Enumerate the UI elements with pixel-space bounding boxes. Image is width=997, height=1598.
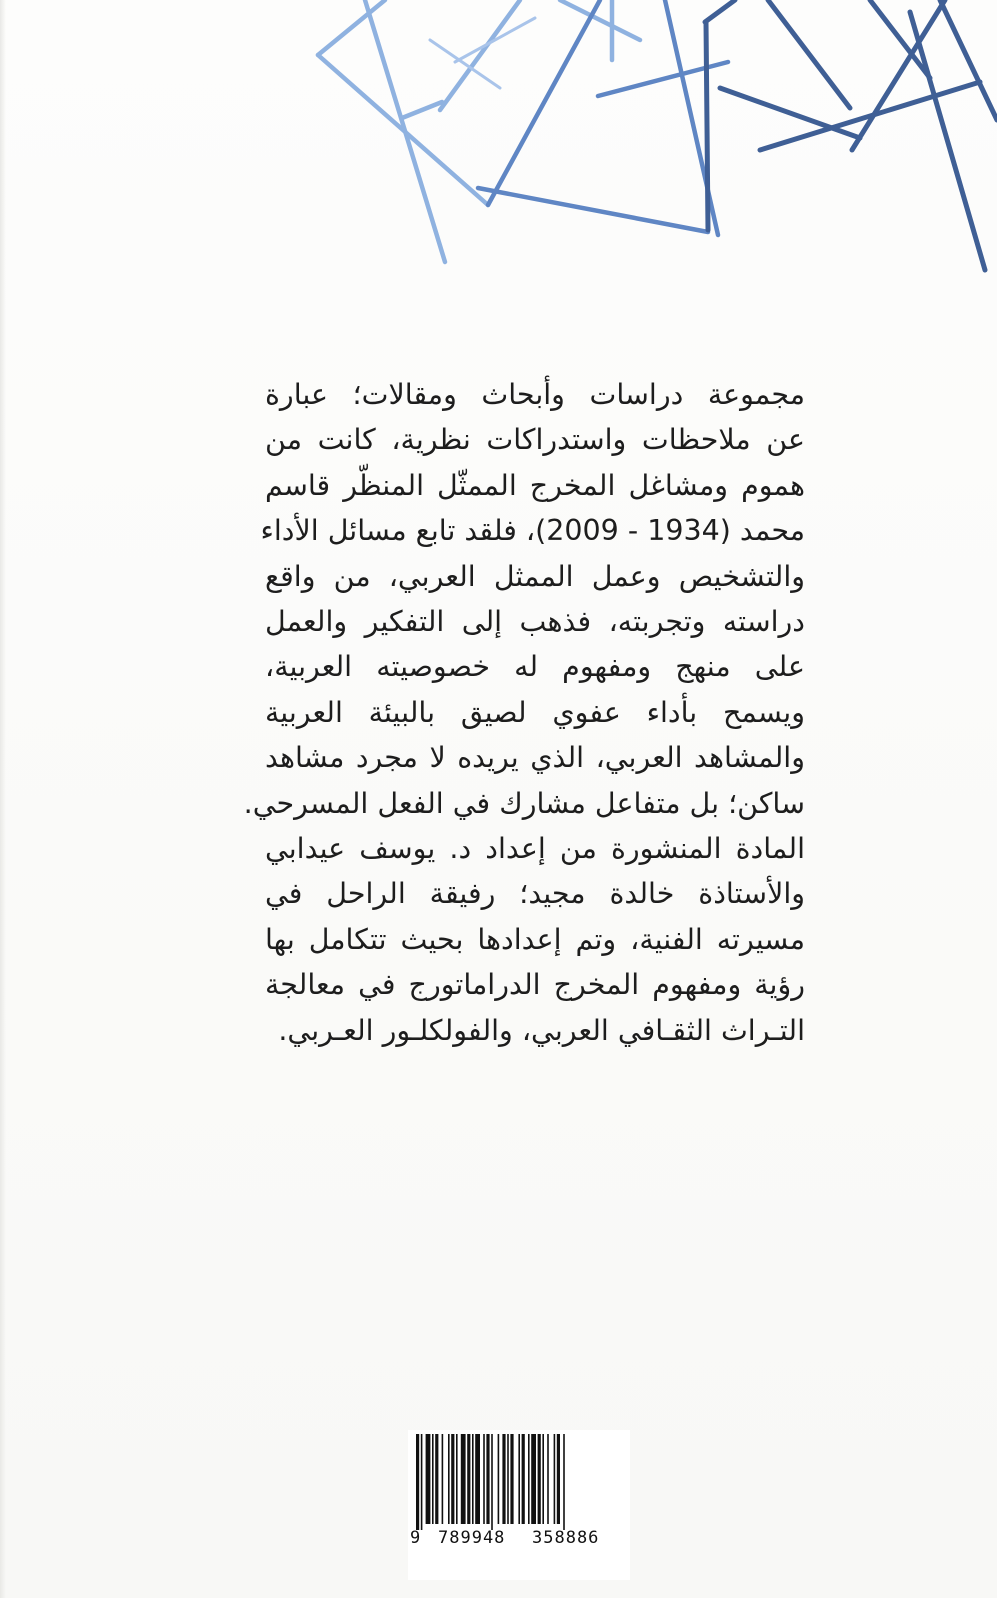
blurb-line: التـراث الثقـافي العربي، والفولكلـور العـربي. xyxy=(278,1013,805,1047)
blurb-line: محمد (1934 - 2009)، فلقد تابع مسائل الأداء xyxy=(260,514,805,548)
blurb-line: هموم ومشاغل المخرج الممثّل المنظّر قاسم xyxy=(265,468,805,502)
barcode-bar xyxy=(531,1434,536,1524)
barcode-bar xyxy=(502,1434,505,1524)
barcode-bar xyxy=(442,1434,444,1524)
barcode-bar xyxy=(507,1434,509,1524)
barcode-bar xyxy=(563,1434,565,1530)
barcode-bar xyxy=(557,1434,560,1524)
isbn-lead-digit: 9 xyxy=(410,1528,422,1548)
isbn-barcode xyxy=(408,1430,630,1580)
barcode-bar xyxy=(475,1434,480,1524)
blurb-line: والمشاهد العربي، الذي يريده لا مجرد مشاهد xyxy=(265,741,805,775)
barcode-bar xyxy=(547,1434,549,1524)
blue-line-decoration xyxy=(0,0,997,300)
barcode-bar xyxy=(554,1434,556,1524)
blurb-line: ساكن؛ بل متفاعل مشارك في الفعل المسرحي. xyxy=(243,786,805,820)
isbn-right-group: 358886 xyxy=(532,1528,600,1548)
blurb-line: على منهج ومفهوم له خصوصيته العربية، xyxy=(265,650,805,684)
isbn-left-group: 789948 xyxy=(438,1528,506,1548)
barcode-bar xyxy=(472,1434,474,1524)
barcode-bar xyxy=(522,1434,525,1524)
barcode-bar xyxy=(510,1434,513,1524)
barcode-bar xyxy=(456,1434,458,1524)
blurb-line: مجموعة دراسات وأبحاث ومقالات؛ عبارة xyxy=(265,378,805,411)
back-cover-blurb xyxy=(243,372,805,1053)
barcode-bar xyxy=(486,1434,489,1524)
barcode-bars xyxy=(416,1434,622,1530)
blurb-line: رؤية ومفهوم المخرج الدراماتورج في معالجة xyxy=(265,968,805,1002)
barcode-bar xyxy=(416,1434,419,1530)
barcode-bar xyxy=(483,1434,485,1524)
barcode-bar xyxy=(435,1434,438,1524)
blurb-line: مسيرته الفنية، وتم إعدادها بحيث تتكامل بها xyxy=(265,922,805,956)
blurb-line: المادة المنشورة من إعداد د. يوسف عيدابي xyxy=(265,832,805,866)
barcode-bar xyxy=(542,1434,544,1524)
blurb-line: عن ملاحظات واستدراكات نظرية، كانت من xyxy=(265,423,805,457)
barcode-bar xyxy=(432,1434,434,1524)
blurb-line: ويسمح بأداء عفوي لصيق بالبيئة العربية xyxy=(265,695,805,729)
barcode-bar xyxy=(461,1434,466,1524)
barcode-bar xyxy=(518,1434,520,1524)
blurb-line: والأستاذة خالدة مجيد؛ رفيقة الراحل في xyxy=(265,877,805,911)
barcode-bar xyxy=(538,1434,541,1524)
barcode-bar xyxy=(498,1434,500,1524)
barcode-bar xyxy=(426,1434,431,1524)
blurb-line: والتشخيص وعمل الممثل العربي، من واقع xyxy=(265,559,805,593)
barcode-bar xyxy=(467,1434,470,1524)
barcode-bar xyxy=(528,1434,530,1524)
barcode-bar xyxy=(491,1434,493,1530)
barcode-bar xyxy=(421,1434,423,1530)
blurb-line: دراسته وتجربته، فذهب إلى التفكير والعمل xyxy=(265,605,805,639)
barcode-bar xyxy=(448,1434,450,1524)
barcode-bar xyxy=(451,1434,454,1524)
